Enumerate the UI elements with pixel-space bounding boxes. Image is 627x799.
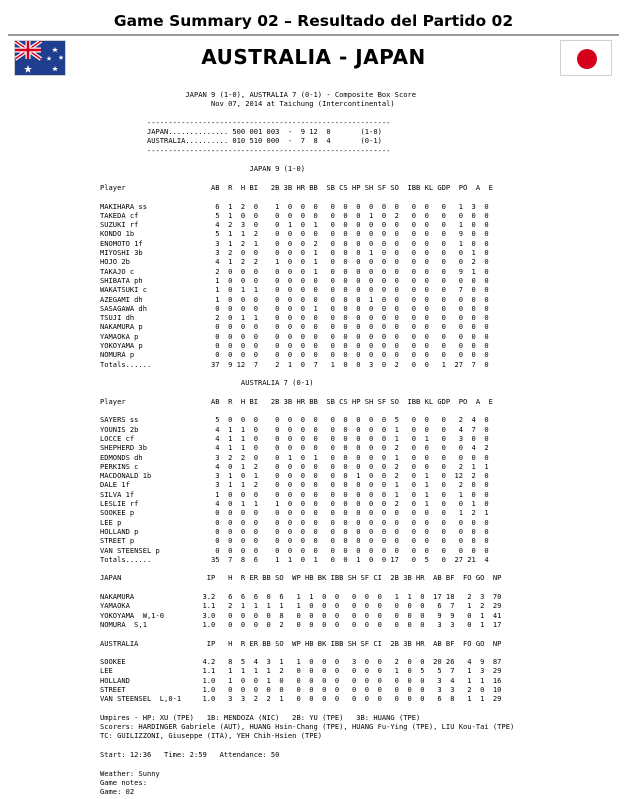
box-score-sheet [100,90,620,797]
title-divider [8,34,619,36]
box-score-line: JAPAN IP H R ER BB SO WP HB BK IBB SH SF CI 2B 3B HR AB BF FO GO NP [100,573,502,583]
box-score-line: YAMAOKA p 0 0 0 0 0 0 0 0 0 0 0 0 0 0 0 0 0 0 0 0 [100,331,489,341]
box-score-line: MAKIHARA ss 6 1 2 0 1 0 0 0 0 0 0 0 0 0 0 0 0 1 3 0 [100,201,489,211]
box-score-line: YAMAOKA 1.1 2 1 1 1 1 1 0 0 0 0 0 0 0 0 0 6 7 1 2 29 [100,601,502,611]
box-score-line: VAN STEENSEL L,0-1 1.0 3 3 2 2 1 0 0 0 0 0 0 0 0 0 0 6 8 1 1 29 [100,694,502,704]
box-score-line: VAN STEENSEL p 0 0 0 0 0 0 0 0 0 0 0 0 0 0 0 0 0 0 0 0 [100,545,489,555]
box-score-line [100,155,620,164]
box-score-line: Game: 02 [100,787,135,797]
box-score-line: Start: 12:36 Time: 2:59 Attendance: 50 [100,750,280,760]
box-score-line: SHEPHERD 3b 4 1 1 0 0 0 0 0 0 0 0 0 0 2 0 0 0 0 4 2 [100,443,489,453]
box-score-line: LEE p 0 0 0 0 0 0 0 0 0 0 0 0 0 0 0 0 0 0 0 0 [100,517,489,527]
box-score-line: HOJO 2b 4 1 2 2 1 0 0 1 0 0 0 0 0 0 0 0 0 0 2 0 [100,257,489,267]
box-score-line: AUSTRALIA.......... 010 510 000 - 7 8 4 (0-1) [100,136,382,146]
box-score-line [100,759,620,768]
box-score-line [100,406,620,415]
page-title: Game Summary 02 – Resultado del Partido 02 [113,12,514,30]
box-score-line: AUSTRALIA IP H R ER BB SO WP HB BK IBB SH SF CI 2B 3B HR AB BF FO GO NP [100,638,502,648]
box-score-line: LOCCE cf 4 1 1 0 0 0 0 0 0 0 0 0 0 1 0 1 0 3 0 0 [100,433,489,443]
box-score-line: SUZUKI rf 4 2 3 0 0 1 0 1 0 0 0 0 0 0 0 0 0 1 0 0 [100,220,489,230]
box-score-line: KONDO 1b 5 1 1 2 0 0 0 0 0 0 0 0 0 0 0 0 0 9 0 0 [100,229,489,239]
box-score-line: SASAGAWA dh 0 0 0 0 0 0 0 1 0 0 0 0 0 0 0 0 0 0 0 0 [100,303,489,313]
box-score-line: MIYOSHI 3b 3 2 0 0 0 0 0 1 0 0 0 1 0 0 0 0 0 0 1 0 [100,248,489,258]
box-score-line: --------------------------------------------------------- [100,145,391,155]
box-score-line: YOKOYAMA W,1-0 3.0 0 0 0 0 8 0 0 0 0 0 0 0 0 0 0 9 9 0 1 41 [100,610,502,620]
box-score-line: YOKOYAMA p 0 0 0 0 0 0 0 0 0 0 0 0 0 0 0 0 0 0 0 0 [100,341,489,351]
matchup-heading: AUSTRALIA - JAPAN [201,45,426,69]
box-score-line [100,583,620,592]
box-score-line: Nov 07, 2014 at Taichung (Intercontinental) [100,99,395,109]
box-score-line: HOLLAND 1.0 1 0 0 1 0 0 0 0 0 0 0 0 0 0 0 3 4 1 1 16 [100,675,502,685]
box-score-line: LEE 1.1 1 1 1 1 2 0 0 0 0 0 0 0 1 0 5 5 7 1 3 29 [100,666,502,676]
box-score-line [100,564,620,573]
box-score-line [100,388,620,397]
box-score-line [100,192,620,201]
box-score-line: TC: GUILIZZONI, Giuseppe (ITA), YEH Chih-Hsien (TPE) [100,731,323,741]
box-score-line: SOOKEE p 0 0 0 0 0 0 0 0 0 0 0 0 0 0 0 0 0 1 2 1 [100,508,489,518]
box-score-line: LESLIE rf 4 0 1 1 1 0 0 0 0 0 0 0 0 2 0 1 0 0 1 0 [100,499,489,509]
box-score-line [100,741,620,750]
box-score-line: TSUJI dh 2 0 1 1 0 0 0 0 0 0 0 0 0 0 0 0 0 0 0 0 [100,313,489,323]
box-score-line: --------------------------------------------------------- [100,117,391,127]
box-score-line [100,369,620,378]
box-score-line: NAKAMURA p 0 0 0 0 0 0 0 0 0 0 0 0 0 0 0 0 0 0 0 0 [100,322,489,332]
box-score-line: PERKINS c 4 0 1 2 0 0 0 0 0 0 0 0 0 2 0 0 0 2 1 1 [100,461,489,471]
box-score-line: Umpires - HP: XU (TPE) 1B: MENDOZA (NIC) 2B: YU (TPE) 3B: HUANG (TPE) [100,712,421,722]
box-score-line: STREET 1.0 0 0 0 0 0 0 0 0 0 0 0 0 0 0 0 3 3 2 0 10 [100,685,502,694]
box-score-line: TAKAJO c 2 0 0 0 0 0 0 1 0 0 0 0 0 0 0 0 0 9 1 0 [100,266,489,276]
box-score-line: WAKATSUKI c 1 0 1 1 0 0 0 0 0 0 0 0 0 0 0 0 0 7 0 0 [100,285,489,295]
box-score-line [100,704,620,713]
box-score-line: NOMURA S,1 1.0 0 0 0 0 2 0 0 0 0 0 0 0 0 0 0 3 3 0 1 17 [100,619,502,629]
box-score-line: Weather: Sunny [100,768,160,778]
box-score-line [100,648,620,657]
box-score-line [100,629,620,638]
box-score-line: ENOMOTO 1f 3 1 2 1 0 0 0 2 0 0 0 0 0 0 0 0 0 1 0 0 [100,238,489,248]
box-score-line: AUSTRALIA 7 (0-1) [100,378,314,388]
box-score-line: NAKAMURA 3.2 6 6 6 0 6 1 1 0 0 0 0 0 1 1 0 17 18 2 3 70 [100,592,502,602]
box-score-line: Player AB R H BI 2B 3B HR BB SB CS HP SH SF SO IBB KL GDP PO A E [100,182,493,192]
box-score-line: STREET p 0 0 0 0 0 0 0 0 0 0 0 0 0 0 0 0 0 0 0 0 [100,536,489,546]
box-score-line: SILVA 1f 1 0 0 0 0 0 0 0 0 0 0 0 0 1 0 1 0 1 0 0 [100,489,489,499]
box-score-line: Totals...... 37 9 12 7 2 1 0 7 1 0 0 3 0 2 0 0 1 27 7 0 [100,359,489,369]
box-score-line: JAPAN 9 (1-0), AUSTRALIA 7 (0-1) - Composite Box Score [100,90,417,99]
box-score-line: SHIBATA ph 1 0 0 0 0 0 0 0 0 0 0 0 0 0 0 0 0 0 0 0 [100,275,489,285]
box-score-line: EDMONDS dh 3 2 2 0 0 1 0 1 0 0 0 0 0 1 0 0 0 0 0 0 [100,452,489,462]
box-score-line: YOUNIS 2b 4 1 1 0 0 0 0 0 0 0 0 0 0 1 0 0 0 4 7 0 [100,424,489,434]
box-score-line: SOOKEE 4.2 8 5 4 3 1 1 0 0 0 3 0 0 2 0 0 20 26 4 9 87 [100,657,502,667]
box-score-line: Scorers: HARDINGER Gabriele (AUT), HUANG Hsin-Chang (TPE), HUANG Fu-Ying (TPE), LIU Kou-Tai (TPE) [100,722,515,732]
box-score-line: NOMURA p 0 0 0 0 0 0 0 0 0 0 0 0 0 0 0 0 0 0 0 0 [100,350,489,360]
box-score-line: AZEGAMI dh 1 0 0 0 0 0 0 0 0 0 0 1 0 0 0 0 0 0 0 0 [100,294,489,304]
box-score-line: HOLLAND p 0 0 0 0 0 0 0 0 0 0 0 0 0 0 0 0 0 0 0 0 [100,526,489,536]
box-score-line: MACDONALD 1b 3 1 0 1 0 0 0 0 0 0 1 0 0 2 0 1 0 12 2 0 [100,471,489,481]
box-score-line [100,174,620,183]
box-score-line: Totals...... 35 7 8 6 1 1 0 1 0 0 1 0 0 17 0 5 0 27 21 4 [100,554,489,564]
box-score-line: SAYERS ss 5 0 0 0 0 0 0 0 0 0 0 0 0 5 0 0 0 2 4 0 [100,415,489,425]
box-score-line: Game notes: [100,777,147,787]
box-score-line [100,109,620,118]
box-score-line: JAPAN 9 (1-0) [100,164,305,174]
box-score-line: Player AB R H BI 2B 3B HR BB SB CS HP SH SF SO IBB KL GDP PO A E [100,396,493,406]
box-score-line: TAKEDA cf 5 1 0 0 0 0 0 0 0 0 0 1 0 2 0 0 0 0 0 0 [100,210,489,220]
japan-flag-icon [560,40,612,76]
box-score-line: JAPAN.............. 500 001 003 - 9 12 0 (1-0) [100,127,382,137]
box-score-line: DALE 1f 3 1 1 2 0 0 0 0 0 0 0 0 0 1 0 1 0 2 0 0 [100,480,489,490]
